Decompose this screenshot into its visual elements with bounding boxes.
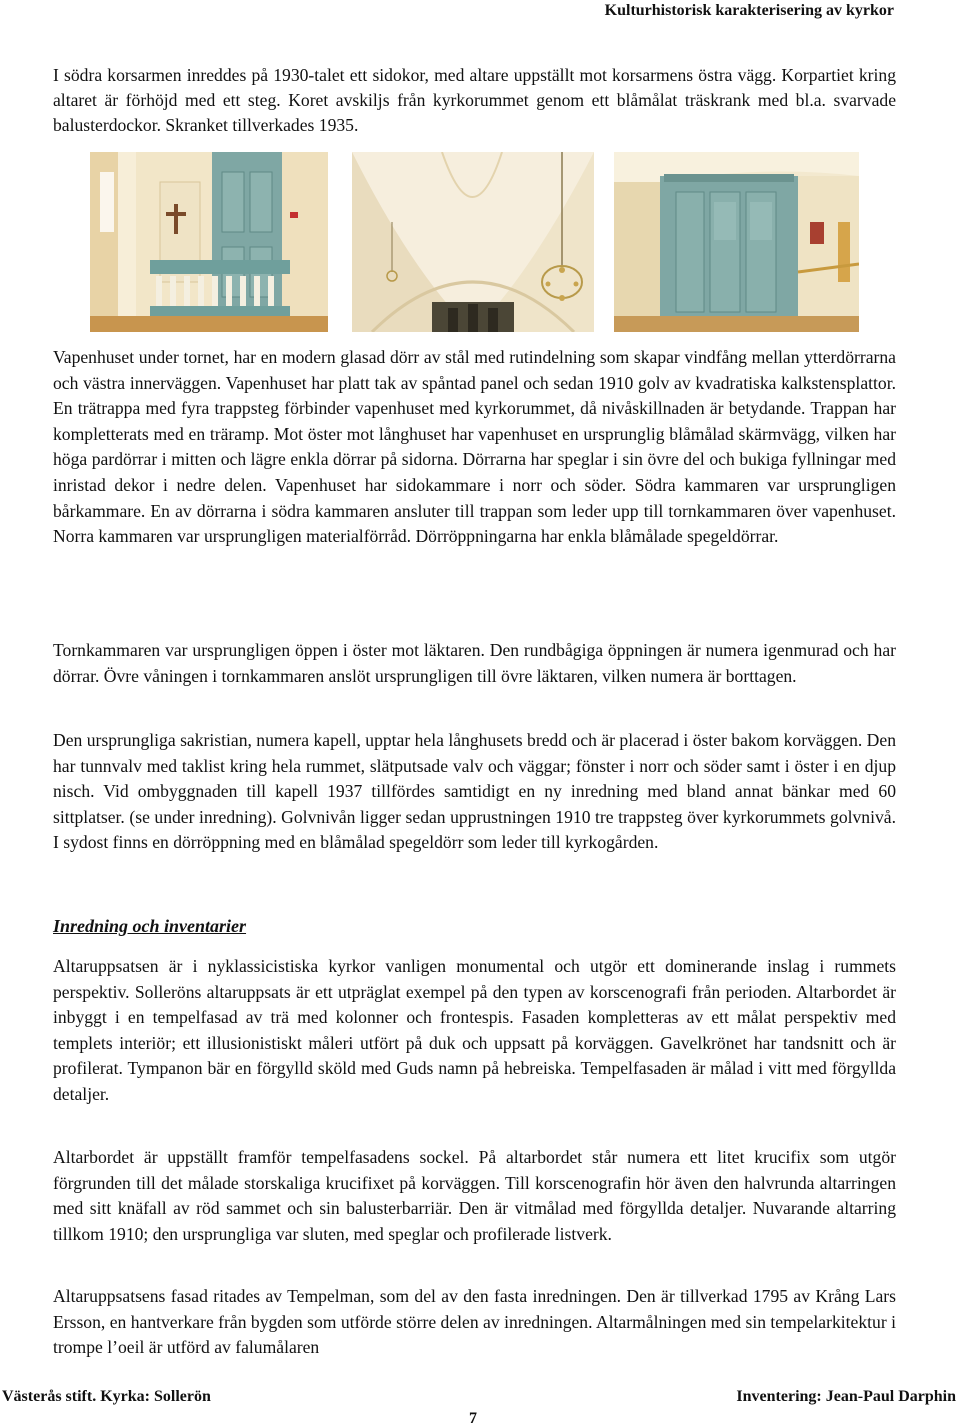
choir-screen-photo-icon bbox=[90, 152, 328, 332]
footer-left: Västerås stift. Kyrka: Sollerön bbox=[2, 1388, 211, 1405]
paragraph-altarbordet: Altarbordet är uppställt framför tempelfasadens sockel. På altarbordet står numera ett litet krucifix som utgör förgrunden till det målade storskaliga krucifixet på korväggen. Till korscenografin hör även den halvrunda altarringen med sitt knäfall av röd sammet och sin balusterbarriär. Den är vitmålad med förgyllda detaljer. Nuvarande altarring tillkom 1910; den ursprungliga var sluten, med speglar och profilerade listverk. bbox=[53, 1147, 896, 1244]
footer-right: Inventering: Jean-Paul Darphin bbox=[736, 1388, 956, 1405]
vaulted-ceiling-photo-icon bbox=[352, 152, 594, 332]
paragraph-sakristian: Den ursprungliga sakristian, numera kapell, upptar hela långhusets bredd och är placerad i öster bakom korväggen. Den har tunnvalv med taklist kring hela rummet, slätputsade valv och väggar; fönster i norr och söder samt i öster i en djup nisch. Vid ombyggnaden till kapell 1937 tillfördes samtidigt en ny inredning med bland annat bänkar med 60 sittplatser. (se under inredning). Golvnivån ligger sedan upprustningen 1910 tre trappsteg över kyrkorummets golvnivå. I sydost finns en dörröppning med en blåmålad spegeldörr som leder till kyrkogården. bbox=[53, 730, 896, 853]
porch-wall-photo-icon bbox=[614, 152, 859, 332]
page-number: 7 bbox=[469, 1410, 477, 1427]
paragraph-fasad: Altaruppsatsens fasad ritades av Tempelman, som del av den fasta inredningen. Den är tillverkad 1795 av Krång Lars Ersson, en hantverkare från bygden som utförde större delen av inredningen. Altarmålningen med sin tempelarkitektur i trompe l’oeil är utförd av falumålaren bbox=[53, 1286, 896, 1358]
paragraph-vapenhuset: Vapenhuset under tornet, har en modern glasad dörr av stål med rutindelning som skapar vindfång mellan ytterdörrarna och västra innerväggen. Vapenhuset har platt tak av spåntad panel och sedan 1910 golv av kvadratiska kalkstensplattor. En trätrappa med fyra trappsteg förbinder vapenhuset med kyrkorummet, då nivåskillnaden är betydande. Trappan har kompletterats med en träramp. Mot öster mot långhuset har vapenhuset en ursprunglig blåmålad skärmvägg, vilken har höga pardörrar i mitten och lägre enkla dörrar på sidorna. Dörrarna har speglar i sin övre del och bukiga fyllningar med inristad dekor i nedre delen. Vapenhuset har sidokammare i norr och söder. Södra kammaren var ursprungligen bårkammare. En av dörrarna i södra kammaren ansluter till trappan som leder upp till tornkammaren över vapenhuset. Norra kammaren var ursprungligen materialförråd. Dörröppningarna har enkla blåmålade spegeldörrar. bbox=[53, 347, 896, 547]
section-heading: Inredning och inventarier bbox=[53, 916, 247, 936]
paragraph-tornkammaren: Tornkammaren var ursprungligen öppen i öster mot läktaren. Den rundbågiga öppningen är numera igenmurad och har dörrar. Övre våningen i tornkammaren anslöt ursprungligen till övre läktaren, vilken numera är borttagen. bbox=[53, 640, 896, 686]
paragraph-intro: I södra korsarmen inreddes på 1930-talet ett sidokor, med altare uppställt mot korsarmens östra vägg. Korpartiet kring altaret är förhöjd med ett steg. Koret avskiljs från kyrkorummet genom ett blåmålat träskrank med bl.a. svarvade balusterdockor. Skranket tillverkades 1935. bbox=[53, 65, 896, 135]
running-header: Kulturhistorisk karakterisering av kyrkor bbox=[604, 2, 894, 19]
paragraph-altaruppsatsen: Altaruppsatsen är i nyklassicistiska kyrkor vanligen monumental och utgör ett dominerande inslag i rummets perspektiv. Solleröns altaruppsats är ett utpräglat exempel på den typen av korscenografi från perioden. Altarbordet är inbyggt i en tempelfasad av trä med kolonner och frontespis. Fasaden kompletteras av ett målat perspektiv med templets interiör; ett illusionistiskt måleri utfört på duk och uppsatt på korväggen. Gavelkrönet har tandsnitt och är profilerat. Tympanon bär en förgylld sköld med Guds namn på hebreiska. Tempelfasaden är målad i vitt med förgyllda detaljer. bbox=[53, 956, 896, 1104]
